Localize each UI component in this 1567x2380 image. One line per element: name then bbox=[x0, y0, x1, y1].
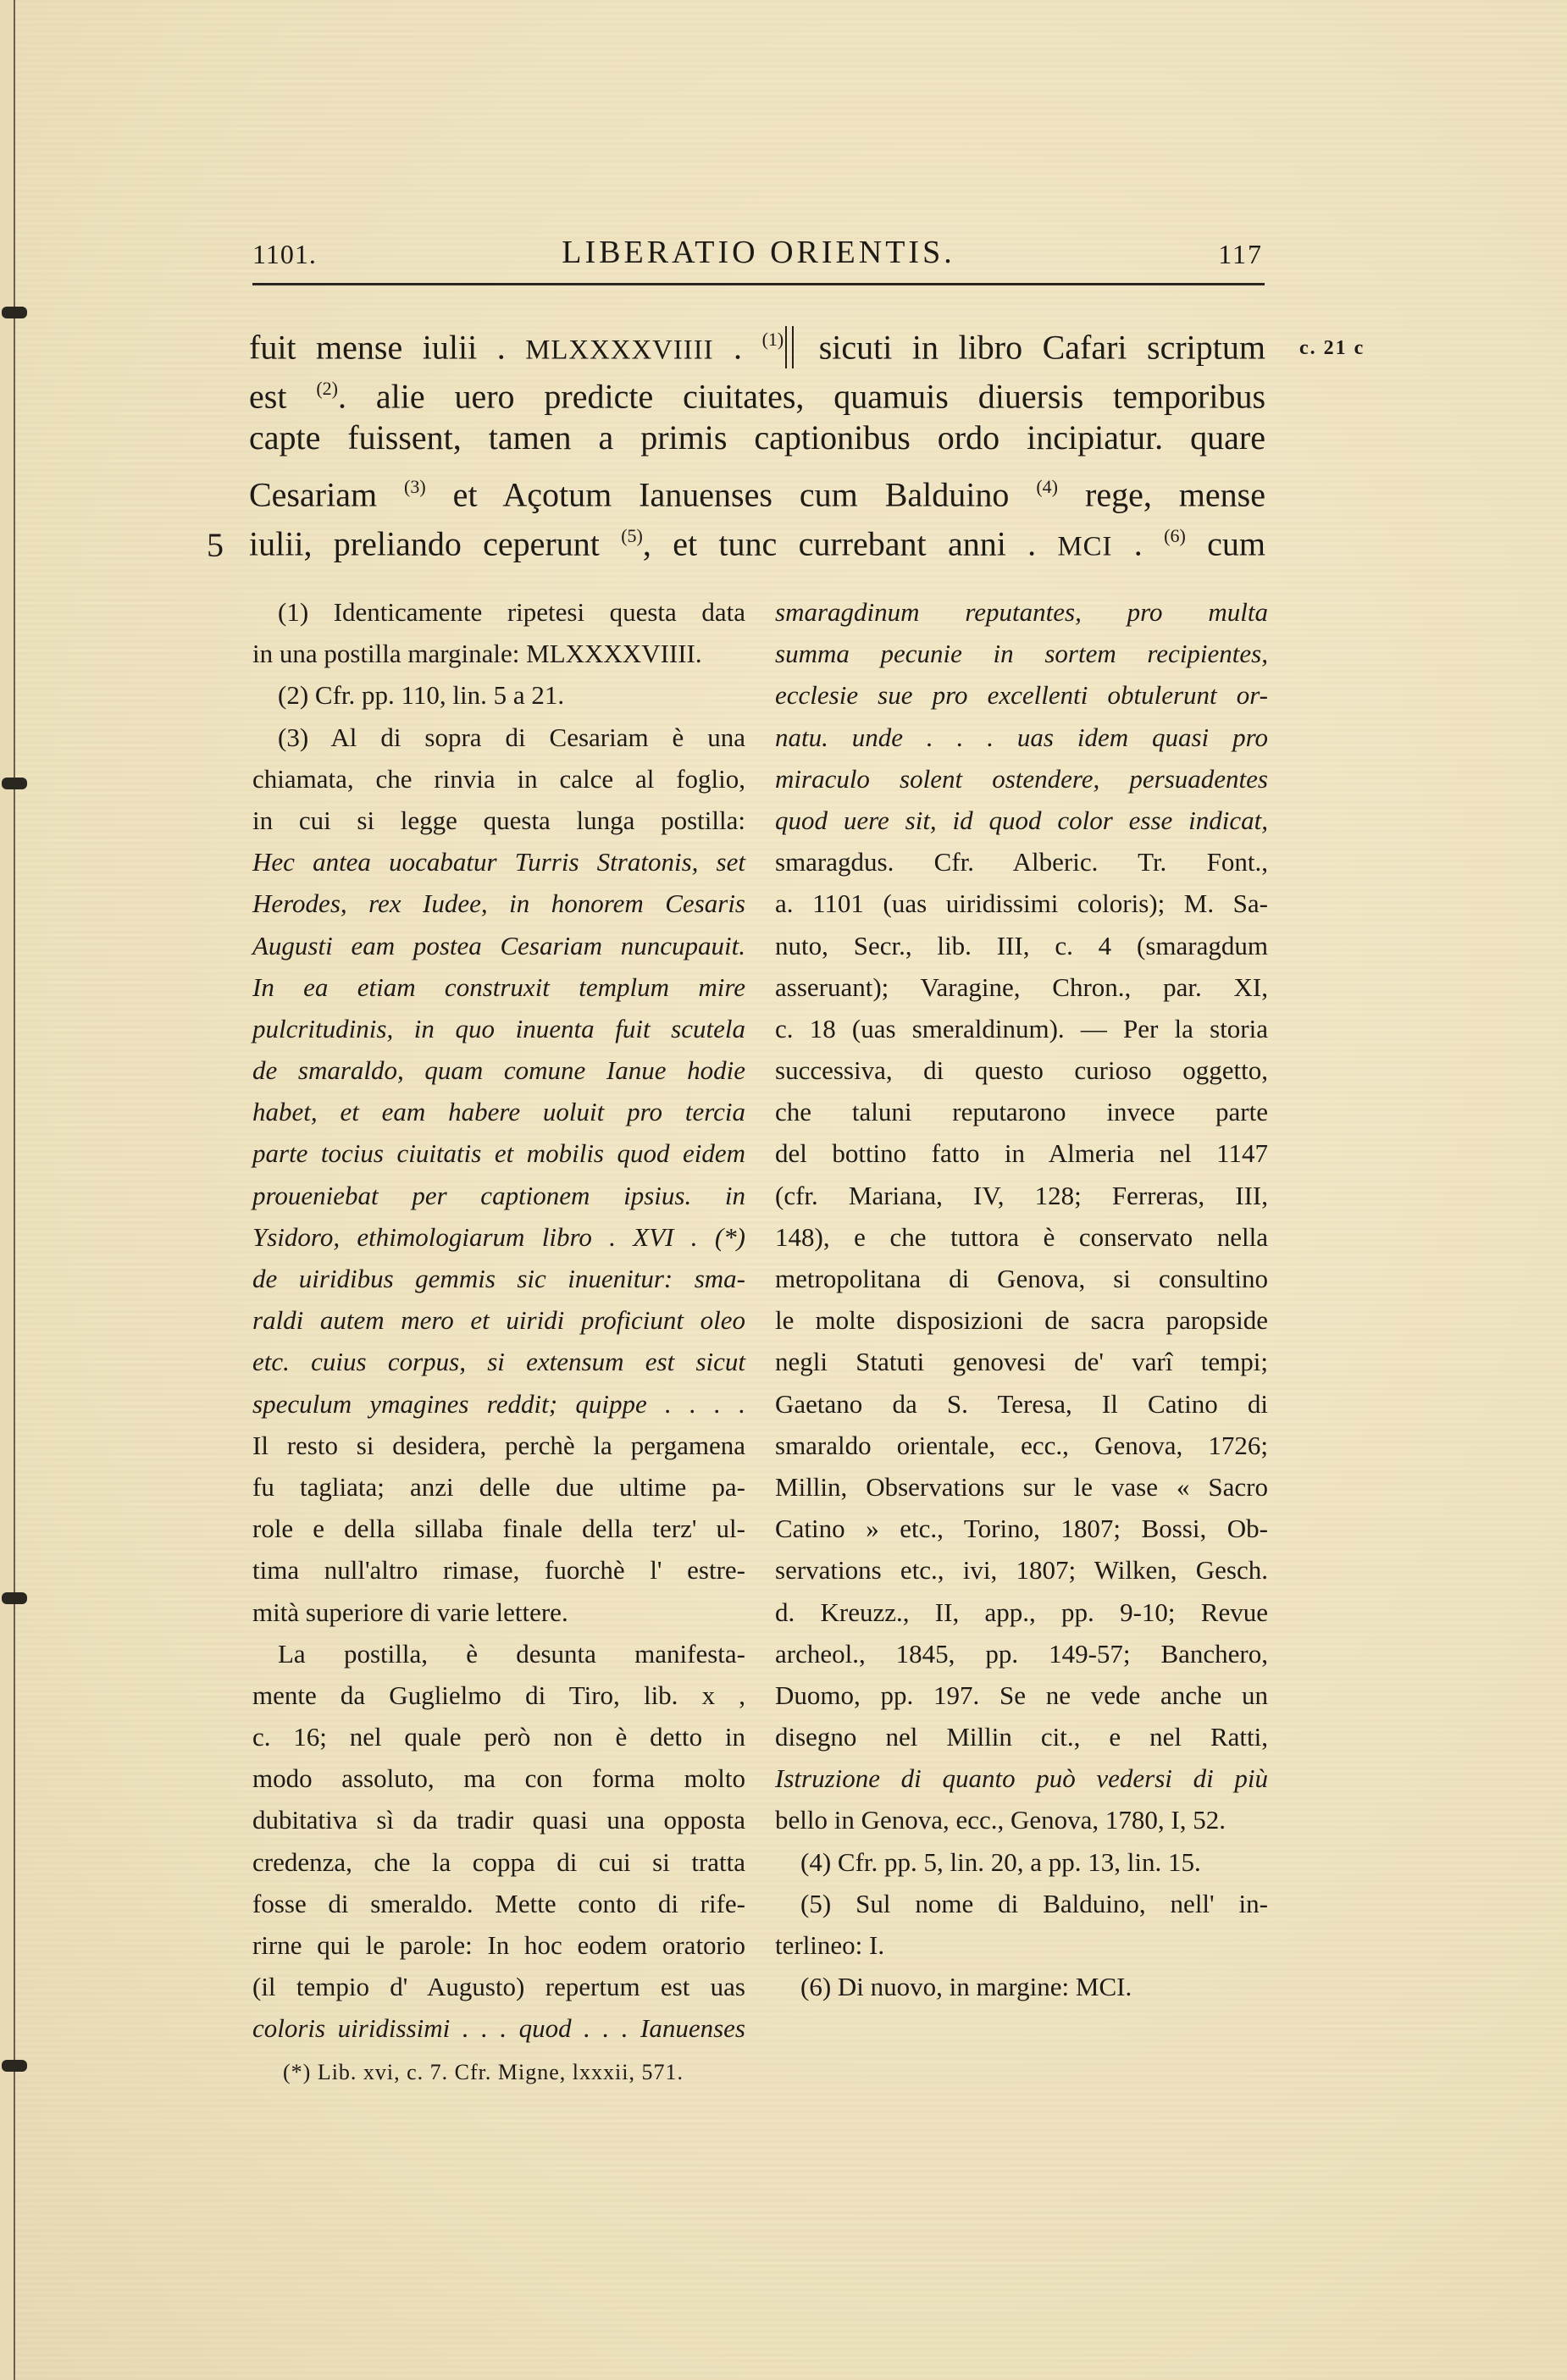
footnote-right-line: (5) Sul nome di Balduino, nell' in- bbox=[800, 1888, 1268, 1918]
footnote-left-line: In ea etiam construxit templum mire bbox=[252, 971, 745, 1002]
footnote-left-line: habet, et eam habere uoluit pro tercia bbox=[252, 1097, 745, 1127]
footnote-left-line: pulcritudinis, in quo inuenta fuit scutela bbox=[252, 1013, 745, 1043]
footnote-right-line: c. 18 (uas smeraldinum). — Per la storia bbox=[775, 1013, 1268, 1043]
footnote-left-line: mità superiore di varie lettere. bbox=[252, 1597, 568, 1627]
footnote-right-line: terlineo: I. bbox=[775, 1930, 885, 1960]
binding-stitch bbox=[2, 307, 27, 318]
footnotes-right-column bbox=[775, 591, 1268, 2007]
footnote-right-line: Istruzione di quanto può vedersi di più bbox=[775, 1763, 1268, 1794]
footnote-left-line: (1) Identicamente ripetesi questa data bbox=[278, 597, 745, 627]
footnote-right-line: disegno nel Millin cit., e nel Ratti, bbox=[775, 1722, 1268, 1752]
footnote-left-line: parte tocius ciuitatis et mobilis quod eidem bbox=[252, 1138, 745, 1169]
footnote-left-line: Herodes, rex Iudee, in honorem Cesaris bbox=[252, 888, 745, 919]
binding-stitch bbox=[2, 2060, 27, 2072]
main-line-2: est $^{(2)}$. alie uero predicte ciuitates, quamuis diuersis temporibus bbox=[249, 377, 1266, 416]
page-number: 117 bbox=[1218, 239, 1263, 269]
main-line-3: capte fuissent, tamen a primis captionibus ordo incipiatur. quare bbox=[249, 418, 1265, 457]
footnote-left-line: chiamata, che rinvia in calce al foglio, bbox=[252, 763, 745, 794]
footnote-right-line: nuto, Secr., lib. III, c. 4 (smaragdum bbox=[775, 930, 1268, 960]
footnote-right-line: miraculo solent ostendere, persuadentes bbox=[775, 763, 1268, 794]
footnote-right-line: bello in Genova, ecc., Genova, 1780, I, 52. bbox=[775, 1805, 1226, 1835]
footnote-right-line: negli Statuti genovesi de' varî tempi; bbox=[775, 1347, 1268, 1377]
footnote-right-line: che taluni reputarono invece parte bbox=[775, 1097, 1268, 1127]
header-title: LIBERATIO ORIENTIS. bbox=[562, 235, 955, 270]
footnote-left-line: (2) Cfr. pp. 110, lin. 5 a 21. bbox=[278, 680, 565, 711]
footnote-left-line: raldi autem mero et uiridi proficiunt oleo bbox=[252, 1305, 745, 1336]
footnote-right-line: asseruant); Varagine, Chron., par. XI, bbox=[775, 971, 1268, 1002]
footnote-right-line: le molte disposizioni de sacra paropside bbox=[775, 1305, 1268, 1336]
main-line-1: fuit mense iulii . MLXXXXVIIII . $^{(1)}$ sicuti in libro Cafari scriptum bbox=[249, 315, 1265, 364]
footnote-left-line: credenza, che la coppa di cui si tratta bbox=[252, 1846, 745, 1877]
footnote-right-line: 148), e che tuttora è conservato nella bbox=[775, 1221, 1268, 1252]
footnote-right-line: metropolitana di Genova, si consultino bbox=[775, 1264, 1268, 1293]
binding-edge bbox=[0, 0, 15, 2380]
footnote-right-line: successiva, di questo curioso oggetto, bbox=[775, 1055, 1268, 1086]
footnotes-left-column bbox=[252, 591, 745, 2050]
footnote-ref[interactable]: (5) bbox=[621, 525, 643, 546]
line-number-marker: 5 bbox=[207, 526, 224, 564]
footnote-left-line: La postilla, è desunta manifesta- bbox=[278, 1638, 745, 1669]
footnote-right-line: archeol., 1845, pp. 149-57; Banchero, bbox=[775, 1638, 1268, 1669]
main-line-5: iulii, preliando ceperunt $^{(5)}$, et tunc currebant anni . MCI . $^{(6)}$ cum bbox=[249, 524, 1265, 563]
running-header bbox=[252, 234, 1265, 276]
footnote-left-line: Hec antea uocabatur Turris Stratonis, set bbox=[252, 847, 745, 877]
footnote-right-line: quod uere sit, id quod color esse indicat, bbox=[775, 805, 1268, 835]
footnote-right-line: (6) Di nuovo, in margine: MCI. bbox=[800, 1972, 1132, 2002]
header-rule bbox=[252, 283, 1265, 285]
binding-stitch bbox=[2, 1592, 27, 1604]
main-line-4: Cesariam $^{(3)}$ et Açotum Ianuenses cum Balduino $^{(4)}$ rege, mense bbox=[249, 475, 1265, 514]
footnote-right-line: summa pecunie in sortem recipientes, bbox=[775, 639, 1268, 669]
footnote-ref[interactable]: (6) bbox=[1164, 525, 1186, 546]
footnote-left-line: role e della sillaba finale della terz' ul- bbox=[252, 1514, 745, 1544]
footnote-left-line: coloris uiridissimi . . . quod . . . Ianuenses bbox=[252, 2013, 745, 2044]
footnote-left-line: c. 16; nel quale però non è detto in bbox=[252, 1722, 745, 1752]
asterisk-footnote: (*) Lib. xvi, c. 7. Cfr. Migne, lxxxii, 571. bbox=[283, 2060, 684, 2084]
footnote-left-line: Augusti eam postea Cesariam nuncupauit. bbox=[252, 930, 745, 960]
footnote-ref[interactable]: (2) bbox=[316, 378, 338, 399]
footnote-left-line: rirne qui le parole: In hoc eodem oratorio bbox=[252, 1930, 745, 1960]
footnote-left-line: fu tagliata; anzi delle due ultime pa- bbox=[252, 1471, 745, 1502]
footnote-left-line: in una postilla marginale: MLXXXXVIIII. bbox=[252, 639, 702, 669]
footnote-right-line: d. Kreuzz., II, app., pp. 9-10; Revue bbox=[775, 1597, 1268, 1627]
footnote-right-line: ecclesie sue pro excellenti obtulerunt or- bbox=[775, 680, 1268, 711]
footnote-ref[interactable]: (3) bbox=[404, 476, 426, 497]
footnote-ref[interactable]: (4) bbox=[1036, 476, 1059, 497]
footnote-right-line: a. 1101 (uas uiridissimi coloris); M. Sa- bbox=[775, 888, 1268, 919]
footnote-left-line: (3) Al di sopra di Cesariam è una bbox=[278, 722, 745, 752]
footnote-left-line: etc. cuius corpus, si extensum est sicut bbox=[252, 1347, 745, 1377]
footnote-right-line: servations etc., ivi, 1807; Wilken, Gesch. bbox=[775, 1555, 1268, 1586]
footnote-left-line: (il tempio d' Augusto) repertum est uas bbox=[252, 1972, 745, 2002]
footnote-left-line: de smaraldo, quam comune Ianue hodie bbox=[252, 1055, 745, 1086]
footnote-left-line: mente da Guglielmo di Tiro, lib. x , bbox=[252, 1680, 745, 1710]
column-break-mark bbox=[785, 326, 794, 368]
footnote-right-line: Catino » etc., Torino, 1807; Bossi, Ob- bbox=[775, 1514, 1268, 1544]
footnote-left-line: fosse di smeraldo. Mette conto di rife- bbox=[252, 1888, 745, 1918]
footnote-left-line: speculum ymagines reddit; quippe . . . . bbox=[252, 1388, 745, 1419]
footnote-left-line: dubitativa sì da tradir quasi una opposta bbox=[252, 1805, 745, 1835]
footnote-left-line: modo assoluto, ma con forma molto bbox=[252, 1763, 745, 1794]
footnote-left-line: proueniebat per captionem ipsius. in bbox=[252, 1180, 745, 1210]
footnote-right-line: smaragdus. Cfr. Alberic. Tr. Font., bbox=[775, 847, 1268, 877]
footnote-left-line: de uiridibus gemmis sic inuenitur: sma- bbox=[252, 1264, 745, 1293]
margin-note: c. 21 c bbox=[1299, 337, 1365, 359]
footnote-right-line: del bottino fatto in Almeria nel 1147 bbox=[775, 1138, 1268, 1169]
footnote-left-line: in cui si legge questa lunga postilla: bbox=[252, 805, 745, 835]
footnote-left-line: Il resto si desidera, perchè la pergamena bbox=[252, 1430, 745, 1460]
footnote-right-line: Duomo, pp. 197. Se ne vede anche un bbox=[775, 1680, 1268, 1710]
footnote-right-line: natu. unde . . . uas idem quasi pro bbox=[775, 722, 1268, 752]
footnote-right-line: Gaetano da S. Teresa, Il Catino di bbox=[775, 1388, 1268, 1419]
binding-stitch bbox=[2, 778, 27, 789]
footnote-right-line: smaragdinum reputantes, pro multa bbox=[775, 597, 1268, 627]
footnote-right-line: smaraldo orientale, ecc., Genova, 1726; bbox=[775, 1430, 1268, 1460]
header-year: 1101. bbox=[252, 239, 317, 269]
footnote-right-line: Millin, Observations sur le vase « Sacro bbox=[775, 1471, 1268, 1502]
footnote-ref[interactable]: (1) bbox=[761, 329, 784, 350]
main-text bbox=[249, 315, 1265, 561]
footnote-right-line: (4) Cfr. pp. 5, lin. 20, a pp. 13, lin. 15. bbox=[800, 1846, 1201, 1877]
footnote-left-line: tima null'altro rimase, fuorchè l' estre- bbox=[252, 1555, 745, 1586]
footnote-left-line: Ysidoro, ethimologiarum libro . XVI . (*) bbox=[252, 1221, 745, 1252]
footnote-right-line: (cfr. Mariana, IV, 128; Ferreras, III, bbox=[775, 1180, 1268, 1210]
